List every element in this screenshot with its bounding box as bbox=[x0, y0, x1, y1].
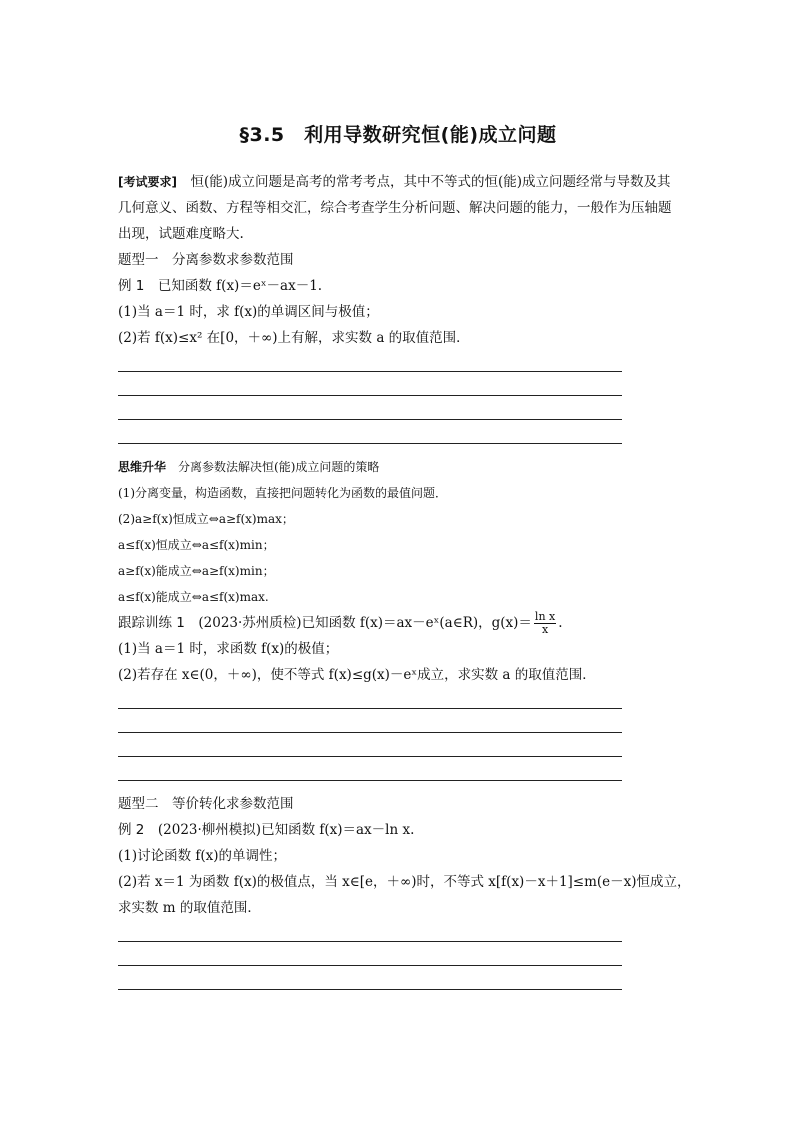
type2-heading: 题型二 等价转化求参数范围 bbox=[118, 796, 294, 812]
answer-line[interactable] bbox=[118, 696, 622, 709]
type1-heading: 题型一 分离参数求参数范围 bbox=[118, 252, 294, 268]
answer-line[interactable] bbox=[118, 359, 622, 372]
answer-line[interactable] bbox=[118, 966, 622, 990]
summary-item: a≤f(x)恒成立⇔a≤f(x)min； bbox=[118, 538, 275, 552]
answer-lines-2[interactable] bbox=[118, 696, 622, 781]
answer-line[interactable] bbox=[118, 929, 622, 942]
page-title: §3.5 利用导数研究恒(能)成立问题 bbox=[239, 124, 557, 146]
answer-lines-1[interactable] bbox=[118, 359, 622, 444]
answer-line[interactable] bbox=[118, 709, 622, 733]
practice1-question2: (2)若存在 x∈(0，＋∞)，使不等式 f(x)≤g(x)－eˣ成立，求实数 a 的取值范围． bbox=[118, 667, 596, 683]
answer-line[interactable] bbox=[118, 733, 622, 757]
example2-question1: (1)讨论函数 f(x)的单调性； bbox=[118, 848, 287, 864]
answer-line[interactable] bbox=[118, 757, 622, 781]
practice1-statement: 跟踪训练 1 (2023·苏州质检)已知函数 f(x)＝ax－eˣ(a∈R)，g(x)＝ $\frac{\text{ln x}}{x}$ . bbox=[118, 610, 563, 636]
answer-line[interactable] bbox=[118, 942, 622, 966]
exam-requirements bbox=[118, 169, 678, 247]
example2-statement: 例 2 (2023·柳州模拟)已知函数 f(x)＝ax－ln x. bbox=[118, 822, 415, 838]
answer-line[interactable] bbox=[118, 396, 622, 420]
requirements-tag: [考试要求] bbox=[118, 175, 177, 189]
example1-question1: (1)当 a＝1 时，求 f(x)的单调区间与极值； bbox=[118, 304, 379, 320]
example1-question2: (2)若 f(x)≤x² 在[0，＋∞)上有解，求实数 a 的取值范围． bbox=[118, 330, 470, 346]
practice1-question1: (1)当 a＝1 时，求函数 f(x)的极值； bbox=[118, 641, 339, 657]
summary-item: a≥f(x)能成立⇔a≥f(x)min； bbox=[118, 564, 275, 578]
answer-line[interactable] bbox=[118, 420, 622, 444]
summary-item: (1)分离变量，构造函数，直接把问题转化为函数的最值问题． bbox=[118, 486, 448, 500]
summary-item: (2)a≥f(x)恒成立⇔a≥f(x)max； bbox=[118, 512, 294, 526]
example1-statement: 例 1 已知函数 f(x)＝eˣ－ax－1. bbox=[118, 278, 323, 294]
answer-lines-3[interactable] bbox=[118, 929, 622, 990]
example2-question2-line2: 求实数 m 的取值范围． bbox=[118, 900, 261, 916]
answer-line[interactable] bbox=[118, 372, 622, 396]
summary-item: a≤f(x)能成立⇔a≤f(x)max. bbox=[118, 590, 269, 604]
document-content bbox=[118, 120, 691, 1000]
requirements-text: 恒(能)成立问题是高考的常考考点，其中不等式的恒(能)成立问题经常与导数及其几何意义、函数、方程等相交汇，综合考查学生分析问题、解决问题的能力，一般作为压轴题出现，试题难度略大. bbox=[118, 174, 672, 242]
summary-heading: 思维升华 分离参数法解决恒(能)成立问题的策略 bbox=[118, 460, 380, 474]
fraction: $\frac{\text{ln x}}{x}$ bbox=[534, 610, 556, 636]
example2-question2-line1: (2)若 x＝1 为函数 f(x)的极值点，当 x∈[e，＋∞)时，不等式 x[f(x)－x＋1]≤m(e－x)恒成立， bbox=[118, 874, 691, 890]
